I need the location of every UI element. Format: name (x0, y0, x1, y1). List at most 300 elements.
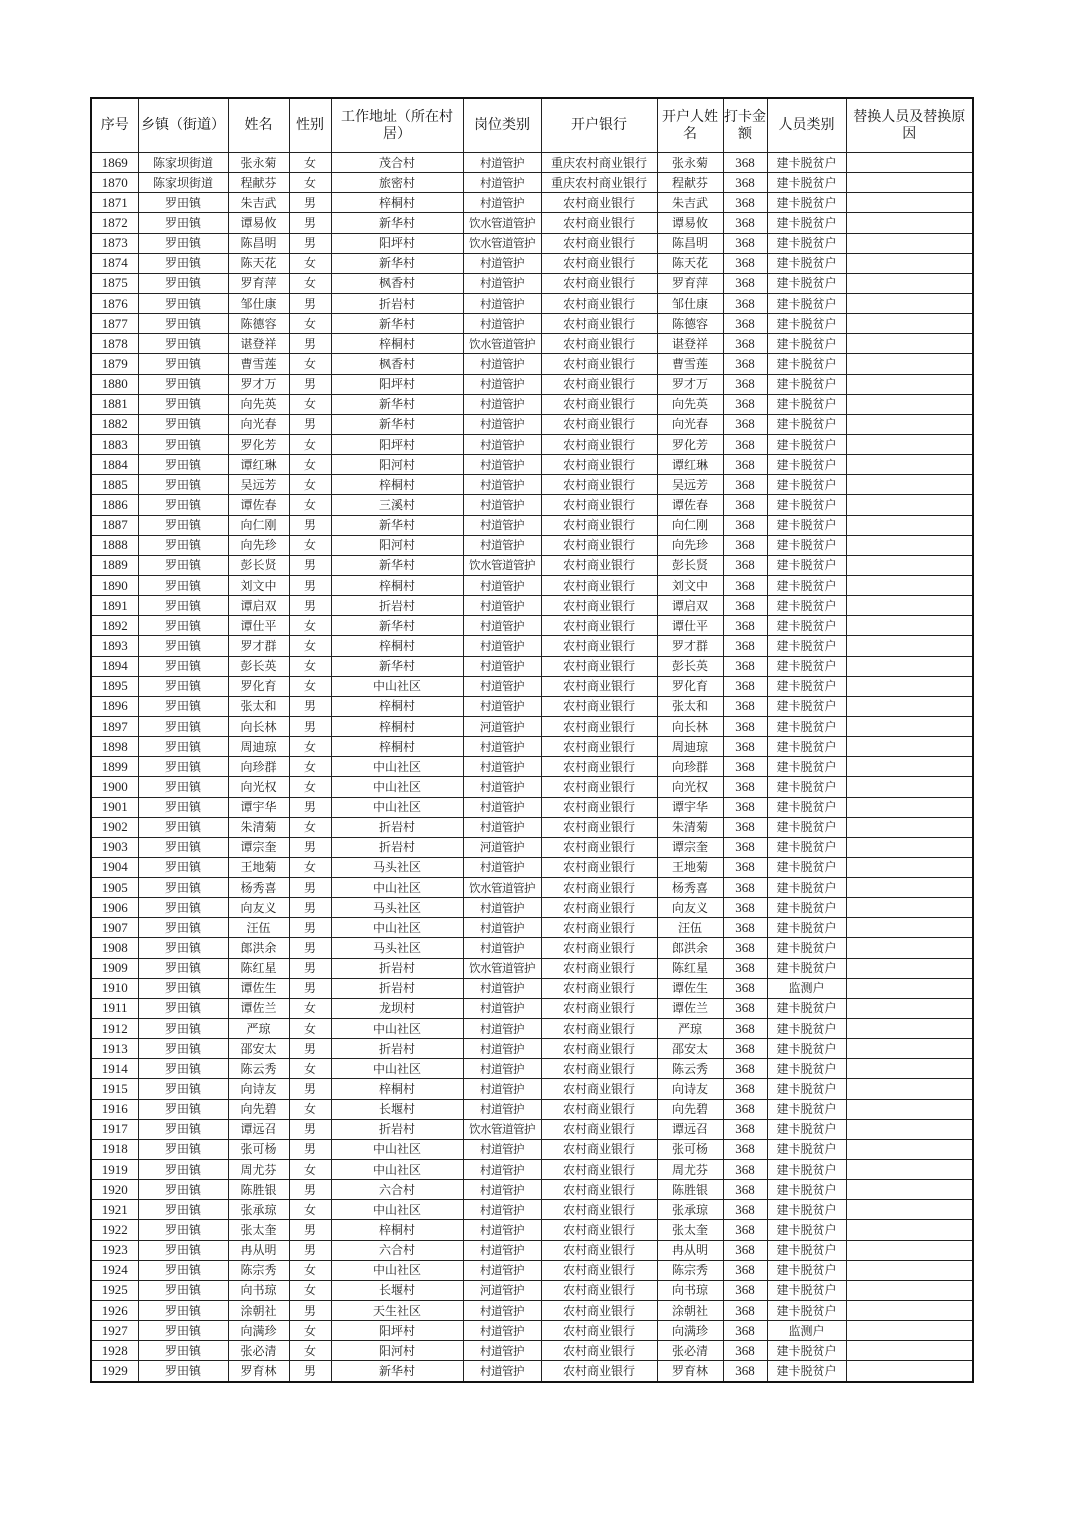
cell-name: 王地菊 (228, 857, 289, 877)
table-row (91, 253, 973, 273)
cell-index: 1884 (91, 455, 138, 475)
cell-bank: 农村商业银行 (541, 1059, 657, 1079)
cell-township: 罗田镇 (138, 696, 228, 716)
cell-gender: 男 (289, 837, 331, 857)
cell-name: 向先碧 (228, 1099, 289, 1119)
cell-post-type: 饮水管道管护 (463, 555, 541, 575)
table-row (91, 354, 973, 374)
cell-gender: 男 (289, 1301, 331, 1321)
cell-post-type: 村道管护 (463, 1260, 541, 1280)
table-row (91, 656, 973, 676)
cell-gender: 男 (289, 696, 331, 716)
cell-work-address: 折岩村 (331, 596, 463, 616)
cell-account-holder: 陈云秀 (657, 1059, 723, 1079)
cell-amount: 368 (723, 1039, 767, 1059)
cell-replacement (846, 173, 973, 193)
cell-index: 1871 (91, 193, 138, 213)
cell-account-holder: 张太和 (657, 696, 723, 716)
cell-post-type: 村道管护 (463, 455, 541, 475)
cell-gender: 男 (289, 898, 331, 918)
cell-work-address: 六合村 (331, 1180, 463, 1200)
cell-bank: 农村商业银行 (541, 475, 657, 495)
cell-index: 1922 (91, 1220, 138, 1240)
cell-replacement (846, 1019, 973, 1039)
cell-replacement (846, 495, 973, 515)
cell-township: 罗田镇 (138, 978, 228, 998)
cell-person-category: 建卡脱贫户 (767, 293, 846, 313)
cell-bank: 农村商业银行 (541, 938, 657, 958)
cell-post-type: 村道管护 (463, 1139, 541, 1159)
cell-person-category: 建卡脱贫户 (767, 1180, 846, 1200)
header-name: 姓名 (228, 98, 289, 153)
cell-bank: 农村商业银行 (541, 1180, 657, 1200)
cell-bank: 农村商业银行 (541, 696, 657, 716)
cell-amount: 368 (723, 958, 767, 978)
cell-gender: 男 (289, 797, 331, 817)
cell-index: 1889 (91, 555, 138, 575)
cell-post-type: 村道管护 (463, 434, 541, 454)
cell-bank: 农村商业银行 (541, 676, 657, 696)
cell-person-category: 建卡脱贫户 (767, 1099, 846, 1119)
cell-gender: 女 (289, 1321, 331, 1341)
cell-work-address: 阳坪村 (331, 233, 463, 253)
cell-account-holder: 朱吉武 (657, 193, 723, 213)
cell-work-address: 龙坝村 (331, 998, 463, 1018)
cell-amount: 368 (723, 998, 767, 1018)
cell-work-address: 中山社区 (331, 757, 463, 777)
cell-index: 1873 (91, 233, 138, 253)
cell-name: 邵安太 (228, 1039, 289, 1059)
cell-amount: 368 (723, 575, 767, 595)
cell-index: 1875 (91, 273, 138, 293)
cell-account-holder: 谭启双 (657, 596, 723, 616)
cell-post-type: 村道管护 (463, 1039, 541, 1059)
cell-account-holder: 谭佐春 (657, 495, 723, 515)
cell-name: 罗才万 (228, 374, 289, 394)
cell-index: 1904 (91, 857, 138, 877)
cell-name: 陈红星 (228, 958, 289, 978)
cell-gender: 男 (289, 334, 331, 354)
cell-replacement (846, 958, 973, 978)
cell-index: 1929 (91, 1361, 138, 1382)
table-body (91, 153, 973, 1382)
table-row (91, 737, 973, 757)
cell-amount: 368 (723, 394, 767, 414)
cell-index: 1923 (91, 1240, 138, 1260)
cell-amount: 368 (723, 555, 767, 575)
table-row (91, 1200, 973, 1220)
cell-account-holder: 向珍群 (657, 757, 723, 777)
cell-account-holder: 谭仕平 (657, 616, 723, 636)
cell-work-address: 新华村 (331, 515, 463, 535)
cell-township: 罗田镇 (138, 455, 228, 475)
cell-post-type: 村道管护 (463, 253, 541, 273)
header-township: 乡镇（街道） (138, 98, 228, 153)
cell-index: 1911 (91, 998, 138, 1018)
table-row (91, 716, 973, 736)
cell-township: 罗田镇 (138, 233, 228, 253)
table-row (91, 1301, 973, 1321)
cell-replacement (846, 1119, 973, 1139)
cell-amount: 368 (723, 978, 767, 998)
cell-person-category: 建卡脱贫户 (767, 716, 846, 736)
cell-person-category: 建卡脱贫户 (767, 918, 846, 938)
cell-account-holder: 向满珍 (657, 1321, 723, 1341)
cell-person-category: 建卡脱贫户 (767, 1341, 846, 1361)
table-row (91, 1019, 973, 1039)
cell-township: 罗田镇 (138, 193, 228, 213)
table-row (91, 1079, 973, 1099)
cell-name: 彭长英 (228, 656, 289, 676)
cell-bank: 农村商业银行 (541, 575, 657, 595)
cell-township: 罗田镇 (138, 394, 228, 414)
cell-index: 1912 (91, 1019, 138, 1039)
cell-person-category: 建卡脱贫户 (767, 1361, 846, 1382)
cell-post-type: 村道管护 (463, 314, 541, 334)
cell-replacement (846, 797, 973, 817)
cell-work-address: 梓桐村 (331, 334, 463, 354)
cell-bank: 农村商业银行 (541, 1301, 657, 1321)
cell-amount: 368 (723, 1180, 767, 1200)
cell-index: 1919 (91, 1160, 138, 1180)
cell-work-address: 折岩村 (331, 958, 463, 978)
cell-bank: 农村商业银行 (541, 273, 657, 293)
cell-index: 1905 (91, 878, 138, 898)
cell-name: 谭红琳 (228, 455, 289, 475)
cell-account-holder: 向仁刚 (657, 515, 723, 535)
cell-account-holder: 周尤芬 (657, 1160, 723, 1180)
cell-township: 罗田镇 (138, 1079, 228, 1099)
cell-work-address: 长堰村 (331, 1280, 463, 1300)
cell-bank: 农村商业银行 (541, 1260, 657, 1280)
cell-bank: 农村商业银行 (541, 817, 657, 837)
cell-person-category: 建卡脱贫户 (767, 455, 846, 475)
cell-replacement (846, 878, 973, 898)
cell-gender: 女 (289, 777, 331, 797)
cell-amount: 368 (723, 878, 767, 898)
cell-amount: 368 (723, 273, 767, 293)
cell-person-category: 建卡脱贫户 (767, 596, 846, 616)
cell-work-address: 折岩村 (331, 978, 463, 998)
cell-bank: 农村商业银行 (541, 253, 657, 273)
cell-person-category: 建卡脱贫户 (767, 1160, 846, 1180)
cell-person-category: 建卡脱贫户 (767, 374, 846, 394)
cell-replacement (846, 817, 973, 837)
cell-township: 罗田镇 (138, 1280, 228, 1300)
cell-amount: 368 (723, 1019, 767, 1039)
cell-bank: 农村商业银行 (541, 777, 657, 797)
cell-amount: 368 (723, 1361, 767, 1382)
table-row (91, 1180, 973, 1200)
cell-bank: 农村商业银行 (541, 837, 657, 857)
cell-person-category: 建卡脱贫户 (767, 193, 846, 213)
cell-amount: 368 (723, 455, 767, 475)
cell-name: 向仁刚 (228, 515, 289, 535)
cell-account-holder: 陈天花 (657, 253, 723, 273)
cell-name: 彭长贤 (228, 555, 289, 575)
cell-account-holder: 罗才群 (657, 636, 723, 656)
cell-account-holder: 罗化育 (657, 676, 723, 696)
cell-work-address: 马头社区 (331, 857, 463, 877)
table-row (91, 334, 973, 354)
cell-amount: 368 (723, 817, 767, 837)
cell-work-address: 新华村 (331, 253, 463, 273)
cell-amount: 368 (723, 1139, 767, 1159)
cell-amount: 368 (723, 515, 767, 535)
cell-gender: 女 (289, 1341, 331, 1361)
cell-person-category: 建卡脱贫户 (767, 878, 846, 898)
cell-post-type: 村道管护 (463, 535, 541, 555)
cell-gender: 女 (289, 1059, 331, 1079)
cell-work-address: 新华村 (331, 555, 463, 575)
cell-work-address: 天生社区 (331, 1301, 463, 1321)
cell-post-type: 河道管护 (463, 1280, 541, 1300)
table-row (91, 797, 973, 817)
cell-township: 罗田镇 (138, 817, 228, 837)
cell-gender: 女 (289, 153, 331, 173)
cell-work-address: 梓桐村 (331, 1220, 463, 1240)
cell-index: 1900 (91, 777, 138, 797)
cell-person-category: 建卡脱贫户 (767, 656, 846, 676)
cell-name: 向先珍 (228, 535, 289, 555)
cell-name: 向书琼 (228, 1280, 289, 1300)
cell-bank: 农村商业银行 (541, 998, 657, 1018)
cell-bank: 农村商业银行 (541, 314, 657, 334)
cell-replacement (846, 213, 973, 233)
cell-post-type: 村道管护 (463, 797, 541, 817)
cell-bank: 农村商业银行 (541, 737, 657, 757)
cell-amount: 368 (723, 1301, 767, 1321)
cell-account-holder: 谭宇华 (657, 797, 723, 817)
cell-replacement (846, 1180, 973, 1200)
cell-index: 1906 (91, 898, 138, 918)
table-row (91, 998, 973, 1018)
cell-name: 谭佐春 (228, 495, 289, 515)
cell-post-type: 村道管护 (463, 414, 541, 434)
cell-replacement (846, 757, 973, 777)
table-row (91, 434, 973, 454)
cell-township: 罗田镇 (138, 374, 228, 394)
cell-person-category: 建卡脱贫户 (767, 797, 846, 817)
cell-person-category: 建卡脱贫户 (767, 575, 846, 595)
cell-post-type: 村道管护 (463, 153, 541, 173)
cell-post-type: 村道管护 (463, 998, 541, 1018)
cell-post-type: 村道管护 (463, 193, 541, 213)
cell-name: 罗化育 (228, 676, 289, 696)
cell-account-holder: 向诗友 (657, 1079, 723, 1099)
cell-person-category: 建卡脱贫户 (767, 1139, 846, 1159)
cell-post-type: 村道管护 (463, 394, 541, 414)
cell-person-category: 建卡脱贫户 (767, 1039, 846, 1059)
cell-bank: 农村商业银行 (541, 857, 657, 877)
cell-name: 向光权 (228, 777, 289, 797)
cell-replacement (846, 737, 973, 757)
cell-work-address: 茂合村 (331, 153, 463, 173)
cell-name: 周尤芬 (228, 1160, 289, 1180)
table-row (91, 757, 973, 777)
cell-name: 谭远召 (228, 1119, 289, 1139)
cell-replacement (846, 998, 973, 1018)
cell-township: 罗田镇 (138, 676, 228, 696)
cell-gender: 男 (289, 1139, 331, 1159)
cell-replacement (846, 455, 973, 475)
cell-person-category: 建卡脱贫户 (767, 253, 846, 273)
table-row (91, 918, 973, 938)
cell-amount: 368 (723, 213, 767, 233)
cell-replacement (846, 1099, 973, 1119)
cell-index: 1883 (91, 434, 138, 454)
cell-bank: 重庆农村商业银行 (541, 153, 657, 173)
cell-work-address: 中山社区 (331, 1260, 463, 1280)
cell-gender: 男 (289, 515, 331, 535)
cell-person-category: 建卡脱贫户 (767, 616, 846, 636)
cell-post-type: 村道管护 (463, 1220, 541, 1240)
cell-name: 陈天花 (228, 253, 289, 273)
cell-gender: 男 (289, 958, 331, 978)
cell-post-type: 村道管护 (463, 656, 541, 676)
cell-name: 张可杨 (228, 1139, 289, 1159)
cell-post-type: 村道管护 (463, 273, 541, 293)
header-replacement: 替换人员及替换原因 (846, 98, 973, 153)
cell-index: 1916 (91, 1099, 138, 1119)
cell-person-category: 建卡脱贫户 (767, 153, 846, 173)
table-row (91, 1139, 973, 1159)
header-post-type: 岗位类别 (463, 98, 541, 153)
cell-work-address: 阳坪村 (331, 1321, 463, 1341)
cell-index: 1917 (91, 1119, 138, 1139)
cell-name: 向诗友 (228, 1079, 289, 1099)
cell-post-type: 村道管护 (463, 616, 541, 636)
cell-account-holder: 汪伍 (657, 918, 723, 938)
cell-gender: 女 (289, 475, 331, 495)
cell-post-type: 村道管护 (463, 817, 541, 837)
cell-person-category: 建卡脱贫户 (767, 837, 846, 857)
table-row (91, 1119, 973, 1139)
cell-post-type: 村道管护 (463, 1019, 541, 1039)
cell-amount: 368 (723, 757, 767, 777)
cell-name: 谭宗奎 (228, 837, 289, 857)
cell-bank: 农村商业银行 (541, 193, 657, 213)
cell-account-holder: 吴远芳 (657, 475, 723, 495)
cell-replacement (846, 1301, 973, 1321)
cell-person-category: 建卡脱贫户 (767, 1280, 846, 1300)
cell-account-holder: 冉从明 (657, 1240, 723, 1260)
cell-name: 谭启双 (228, 596, 289, 616)
cell-amount: 368 (723, 334, 767, 354)
cell-account-holder: 向光权 (657, 777, 723, 797)
cell-person-category: 建卡脱贫户 (767, 857, 846, 877)
cell-gender: 女 (289, 173, 331, 193)
cell-work-address: 梓桐村 (331, 575, 463, 595)
cell-work-address: 梓桐村 (331, 636, 463, 656)
cell-index: 1913 (91, 1039, 138, 1059)
cell-account-holder: 程献芬 (657, 173, 723, 193)
cell-index: 1921 (91, 1200, 138, 1220)
cell-account-holder: 向光春 (657, 414, 723, 434)
cell-post-type: 村道管护 (463, 1240, 541, 1260)
cell-township: 罗田镇 (138, 737, 228, 757)
table-row (91, 535, 973, 555)
table-row (91, 676, 973, 696)
cell-replacement (846, 575, 973, 595)
cell-name: 程献芬 (228, 173, 289, 193)
cell-name: 罗才群 (228, 636, 289, 656)
cell-amount: 368 (723, 293, 767, 313)
cell-amount: 368 (723, 535, 767, 555)
cell-name: 刘文中 (228, 575, 289, 595)
cell-person-category: 建卡脱贫户 (767, 394, 846, 414)
cell-index: 1897 (91, 716, 138, 736)
cell-bank: 农村商业银行 (541, 978, 657, 998)
cell-post-type: 村道管护 (463, 515, 541, 535)
cell-gender: 女 (289, 757, 331, 777)
cell-amount: 368 (723, 1099, 767, 1119)
cell-work-address: 中山社区 (331, 777, 463, 797)
table-row (91, 213, 973, 233)
cell-post-type: 村道管护 (463, 898, 541, 918)
cell-account-holder: 谭易攸 (657, 213, 723, 233)
table-row (91, 495, 973, 515)
cell-account-holder: 谭佐生 (657, 978, 723, 998)
cell-amount: 368 (723, 716, 767, 736)
cell-replacement (846, 273, 973, 293)
cell-gender: 男 (289, 878, 331, 898)
cell-township: 罗田镇 (138, 837, 228, 857)
cell-township: 罗田镇 (138, 354, 228, 374)
cell-amount: 368 (723, 354, 767, 374)
cell-index: 1870 (91, 173, 138, 193)
cell-work-address: 新华村 (331, 213, 463, 233)
cell-work-address: 折岩村 (331, 817, 463, 837)
cell-amount: 368 (723, 656, 767, 676)
cell-bank: 农村商业银行 (541, 414, 657, 434)
table-row (91, 374, 973, 394)
cell-index: 1886 (91, 495, 138, 515)
cell-index: 1915 (91, 1079, 138, 1099)
cell-work-address: 中山社区 (331, 1160, 463, 1180)
cell-account-holder: 向长林 (657, 716, 723, 736)
cell-replacement (846, 233, 973, 253)
cell-account-holder: 张永菊 (657, 153, 723, 173)
cell-bank: 农村商业银行 (541, 1240, 657, 1260)
cell-index: 1920 (91, 1180, 138, 1200)
cell-account-holder: 朱清菊 (657, 817, 723, 837)
cell-work-address: 梓桐村 (331, 475, 463, 495)
cell-person-category: 建卡脱贫户 (767, 898, 846, 918)
cell-bank: 农村商业银行 (541, 495, 657, 515)
cell-name: 张永菊 (228, 153, 289, 173)
table-row (91, 1240, 973, 1260)
cell-work-address: 梓桐村 (331, 1079, 463, 1099)
cell-bank: 农村商业银行 (541, 878, 657, 898)
cell-name: 向友义 (228, 898, 289, 918)
cell-amount: 368 (723, 233, 767, 253)
cell-amount: 368 (723, 596, 767, 616)
table-row (91, 153, 973, 173)
cell-gender: 男 (289, 213, 331, 233)
cell-gender: 男 (289, 374, 331, 394)
cell-name: 谭佐生 (228, 978, 289, 998)
cell-work-address: 中山社区 (331, 1019, 463, 1039)
cell-replacement (846, 334, 973, 354)
cell-post-type: 村道管护 (463, 1079, 541, 1099)
cell-post-type: 村道管护 (463, 495, 541, 515)
table-row (91, 394, 973, 414)
cell-amount: 368 (723, 918, 767, 938)
cell-index: 1881 (91, 394, 138, 414)
cell-index: 1896 (91, 696, 138, 716)
cell-post-type: 村道管护 (463, 1180, 541, 1200)
